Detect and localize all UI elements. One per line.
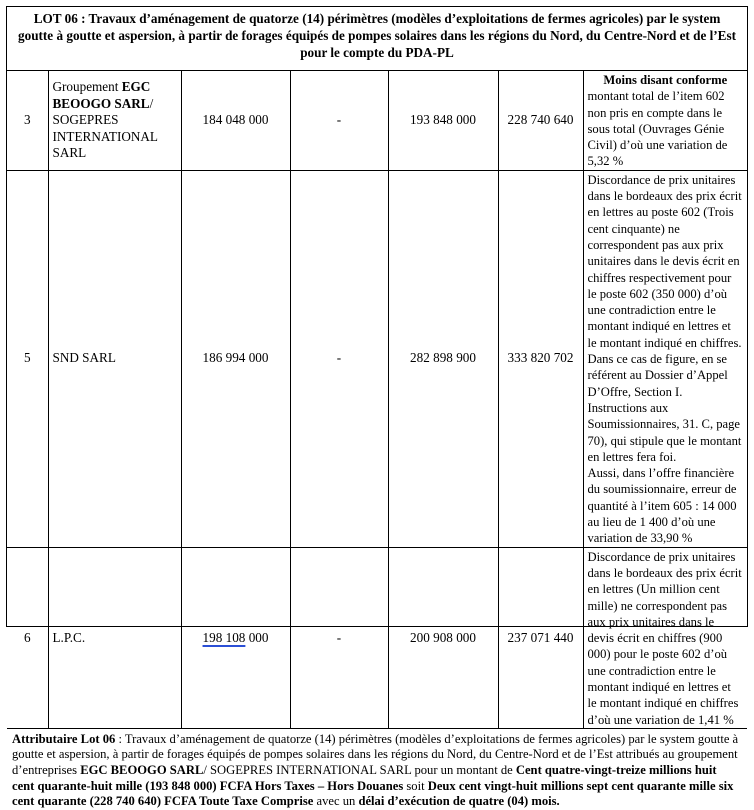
award-text-3: soit <box>403 778 428 793</box>
amount-ht: 200 908 000 <box>388 547 498 728</box>
amount-dash: - <box>290 71 388 170</box>
amount-ht: 193 848 000 <box>388 71 498 170</box>
award-amount-ttc: Deux cent vingt-huit millions sept cent quarante mille six cent quarante (228 740 640) FCFA Toute Taxe Comprise <box>12 778 734 809</box>
amount-read <box>181 547 290 728</box>
row-number: 3 <box>7 71 48 170</box>
award-label: Attributaire Lot 06 <box>12 731 116 746</box>
amount-read: 184 048 000 <box>181 71 290 170</box>
row-number: 5 <box>7 170 48 547</box>
award-text-1: : Travaux d’aménagement de quatorze (14) périmètres (modèles d’exploitations de fermes agricoles) par le system goutte à goutte et aspersion, à partir de forages équipés de pompes solaires dans les régions du Nord, du Centre-Nord et de l’Est attribués au groupement d’entreprises <box>12 731 739 778</box>
amount-underlined: 198 108 <box>202 629 246 645</box>
award-paragraph <box>7 729 747 810</box>
row-number: 6 <box>7 547 48 728</box>
observations <box>583 170 747 547</box>
award-company: EGC BEOOGO SARL <box>80 763 204 778</box>
table-row <box>7 71 747 170</box>
observation-text-2: Aussi, dans l’offre financière du soumissionnaire, erreur de quantité à l’item 605 : 14 000 au lieu de 1 400 d’où une variation de 33,90 % <box>587 466 737 546</box>
amount-read: 186 994 000 <box>181 170 290 547</box>
award-amount-ht: Cent quatre-vingt-treize millions huit cent quarante-huit mille (193 848 000) FCFA Hors Taxes – Hors Douanes <box>12 763 717 793</box>
bidder-name <box>48 71 181 170</box>
lot-header: LOT 06 : Travaux d’aménagement de quatorze (14) périmètres (modèles d’exploitations de fermes agricoles) par le system goutte à goutte et aspersion, à partir de forages équipés de pompes solaires dans les régions du Nord, du Centre-Nord et de l’Est pour le compte du PDA-PL <box>7 7 747 71</box>
amount-dash: - <box>290 170 388 547</box>
award-text-2: / SOGEPRES INTERNATIONAL SARL pour un montant de <box>203 763 516 778</box>
award-text-4: avec un <box>313 794 359 809</box>
amount-ttc: 333 820 702 <box>498 170 583 547</box>
amount-ttc: 237 071 440 <box>498 547 583 728</box>
amount-ttc: 228 740 640 <box>498 71 583 170</box>
results-table <box>7 71 747 729</box>
bidder-suffix: / SOGEPRES INTERNATIONAL SARL <box>52 95 158 160</box>
table-row <box>7 170 747 547</box>
amount-rest: 000 <box>245 629 269 645</box>
document-table <box>6 6 748 809</box>
bidder-name: L.P.C. <box>48 547 181 728</box>
bidder-name: SND SARL <box>48 170 181 547</box>
amount-ht: 282 898 900 <box>388 170 498 547</box>
observations: Discordance de prix unitaires dans le bordeaux des prix écrit en lettres (Un million cent mille) ne correspondent pas aux prix unitaires dans le devis écrit en chiffres (900 000) pour le poste 602 d’où une contradiction entre le montant indiqué en lettres et le montant indiqué en chiffres d’où une variation de 1,41 % <box>583 547 747 728</box>
observations <box>583 71 747 170</box>
award-delay: délai d’exécution de quatre (04) mois. <box>358 794 560 809</box>
observation-text: Discordance de prix unitaires dans le bordeaux des prix écrit en lettres au poste 602 (Trois cent cinquante) ne correspondent pas aux prix unitaires dans le devis écrit en chiffres respectivement pour le poste 602 (350 000) d’où une contradiction entre le montant indiqué en lettres et le montant indiqué en chiffres. Dans ce cas de figure, en se référent au Dossier d’Appel D’Offre, Section I. Instructions aux Soumissionnaires, 31. C, page 70), qui stipule que le montant en lettres fera foi. <box>587 172 742 464</box>
amount-dash: - <box>290 547 388 728</box>
table-row <box>7 547 747 728</box>
bidder-prefix: Groupement <box>52 79 122 95</box>
bidder-bold: EGC BEOOGO SARL <box>52 79 151 111</box>
observation-heading: Moins disant conforme <box>603 73 728 87</box>
observation-text: montant total de l’item 602 non pris en compte dans le sous total (Ouvrages Génie Civil) d’où une variation de 5,32 % <box>587 89 728 169</box>
